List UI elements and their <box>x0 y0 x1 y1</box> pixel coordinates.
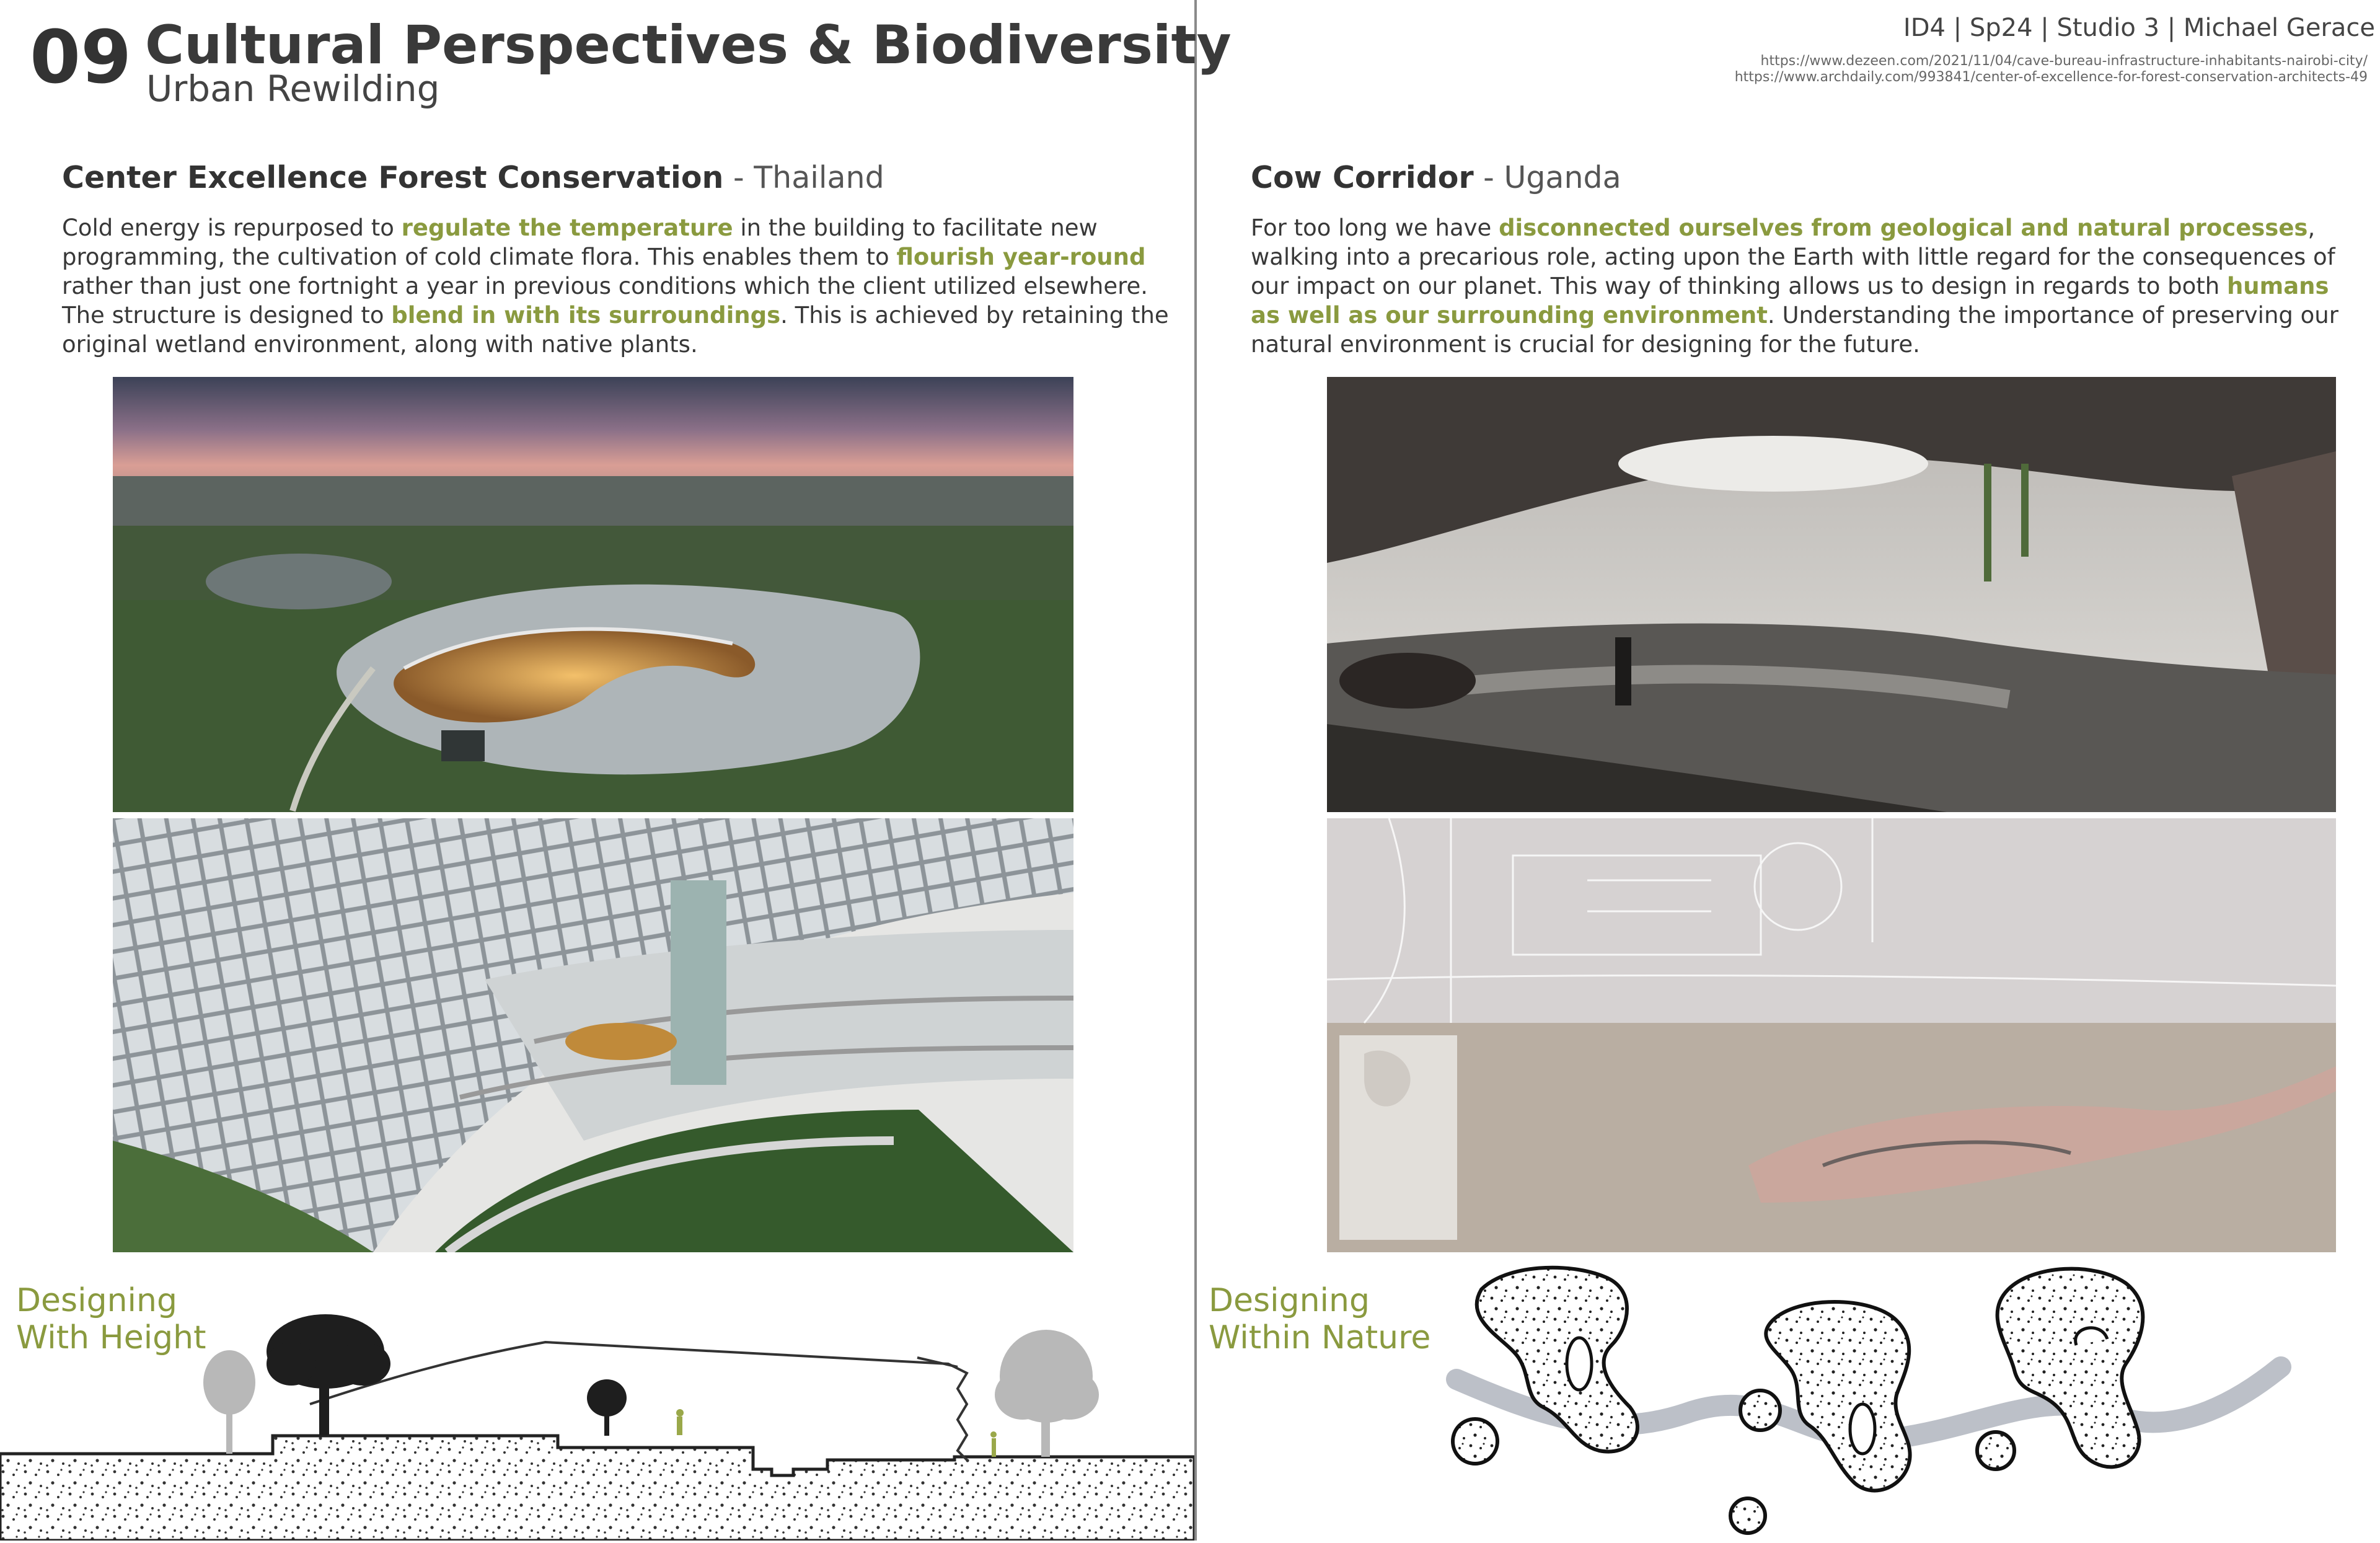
page-title: Cultural Perspectives & Biodiversity <box>145 14 1232 76</box>
section-number: 09 <box>30 14 132 100</box>
project-description-left <box>62 213 1171 359</box>
desc-highlight: humans as well as our surrounding environment <box>1251 273 2329 329</box>
desc-highlight: disconnected ourselves from geological and natural processes <box>1499 214 2308 241</box>
desc-highlight: blend in with its surroundings <box>391 302 781 329</box>
heading-separator: - <box>1473 160 1504 195</box>
course-info: ID4 | Sp24 | Studio 3 | Michael Gerace <box>1903 14 2375 42</box>
section-height-diagram <box>0 1289 1194 1541</box>
project-location: Uganda <box>1504 160 1621 195</box>
nature-form-diagram <box>1426 1252 2306 1541</box>
label-line: Designing <box>16 1282 177 1319</box>
desc-text: . Understanding the importance of preserving our natural environment is crucial for designing for the future. <box>1251 302 2338 358</box>
reference-url[interactable]: https://www.archdaily.com/993841/center-of-excellence-for-forest-conservation-architects-49 <box>1734 69 2368 85</box>
desc-text: , walking into a precarious role, acting upon the Earth with little regard for the consequences of our impact on our planet. This way of thinking allows us to design in regards to both <box>1251 214 2335 299</box>
page-subtitle: Urban Rewilding <box>146 68 440 110</box>
interior-atrium-photo <box>113 818 1073 1252</box>
label-line: Within Nature <box>1209 1319 1431 1356</box>
aerial-building-photo <box>113 377 1073 812</box>
project-heading-left <box>62 160 884 197</box>
reference-url[interactable]: https://www.dezeen.com/2021/11/04/cave-bureau-infrastructure-inhabitants-nairobi-city/ <box>1760 53 2368 69</box>
project-description-right <box>1251 213 2360 359</box>
label-line: With Height <box>16 1319 206 1356</box>
desc-text: . This is achieved by retaining the original wetland environment, along with native plants. <box>62 302 1169 358</box>
label-line: Designing <box>1209 1282 1370 1319</box>
heading-separator: - <box>723 160 754 195</box>
page-divider <box>1194 0 1197 1541</box>
desc-text: For too long we have <box>1251 214 1499 241</box>
desc-highlight: regulate the temperature <box>401 214 733 241</box>
desc-highlight: flourish year-round <box>896 244 1146 270</box>
project-name: Center Excellence Forest Conservation <box>62 160 724 195</box>
cow-corridor-render <box>1327 377 2336 812</box>
project-location: Thailand <box>754 160 884 195</box>
site-plan-render <box>1327 818 2336 1252</box>
project-heading-right <box>1251 160 1621 197</box>
desc-text: rather than just one fortnight a year in previous conditions which the client utilized elsewhere. The structure is designed to <box>62 273 1148 329</box>
desc-text: Cold energy is repurposed to <box>62 214 402 241</box>
desc-text: in the building to facilitate new programming, the cultivation of cold climate flora. This enables them to <box>62 214 1098 270</box>
project-name: Cow Corridor <box>1251 160 1474 195</box>
